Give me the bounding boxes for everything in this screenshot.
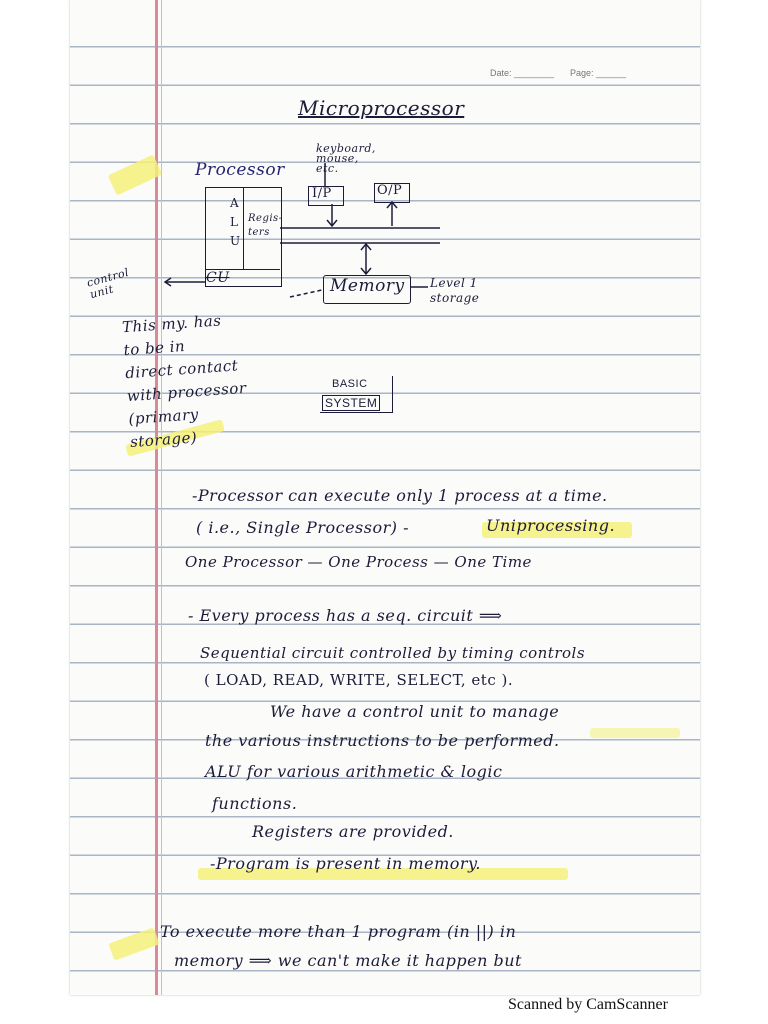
note-line-10: functions.: [212, 794, 298, 813]
control-unit-label: control unit: [85, 265, 131, 302]
note-line-11: Registers are provided.: [252, 822, 454, 841]
note-line-2b: Uniprocessing.: [486, 516, 616, 535]
note-line-14: memory ⟹ we can't make it happen but: [174, 951, 522, 970]
note-line-3: One Processor — One Process — One Time: [185, 553, 532, 571]
note-line-13: To execute more than 1 program (in ||) in: [160, 922, 517, 941]
note-line-7: We have a control unit to manage: [270, 702, 560, 721]
memory-note: This my. has to be in direct contact with processor (primary storage): [121, 311, 248, 452]
cu-label: CU: [206, 270, 230, 286]
note-line-9: ALU for various arithmetic & logic: [205, 762, 503, 781]
registers-label: Regis- ters: [248, 213, 283, 238]
note-line-6: ( LOAD, READ, WRITE, SELECT, etc ).: [204, 671, 514, 689]
note-line-2a: ( i.e., Single Processor) -: [196, 518, 409, 537]
memory-label: Memory: [330, 276, 405, 296]
page-field-label: Page: ______: [570, 68, 627, 78]
alu-label: A L U: [230, 196, 241, 248]
date-field-label: Date: ________: [490, 68, 555, 78]
notebook-page: [70, 0, 700, 995]
note-line-8: the various instructions to be performed.: [205, 731, 560, 750]
input-devices-label: keyboard, mouse, etc.: [316, 142, 376, 175]
scanner-watermark: Scanned by CamScanner: [508, 996, 668, 1013]
input-label: I/P: [312, 186, 332, 201]
system-label: SYSTEM: [322, 395, 380, 411]
page-title: Microprocessor: [298, 96, 465, 120]
note-line-12: -Program is present in memory.: [210, 854, 482, 873]
note-line-5: Sequential circuit controlled by timing controls: [200, 644, 586, 662]
level-storage-label: Level 1 storage: [430, 276, 480, 305]
output-label: O/P: [377, 183, 403, 198]
note-line-1: -Processor can execute only 1 process at a time.: [192, 486, 608, 505]
note-line-4: - Every process has a seq. circuit ⟹: [188, 606, 503, 625]
processor-label: Processor: [195, 160, 285, 180]
basic-label: BASIC: [332, 378, 368, 390]
